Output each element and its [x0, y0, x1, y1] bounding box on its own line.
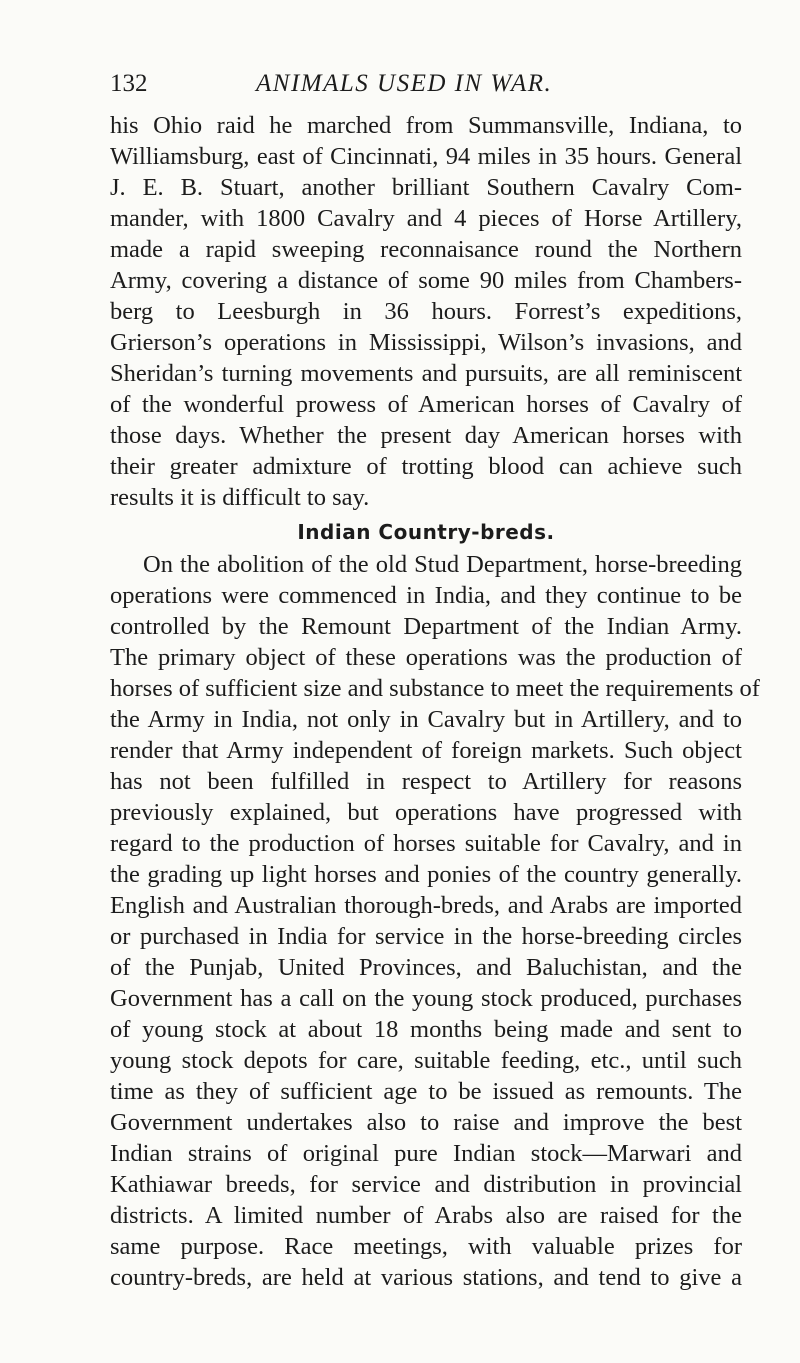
text-line: the Army in India, not only in Cavalry but in Artillery, and to — [110, 706, 742, 733]
text-line: Kathiawar breeds, for service and distribution in provincial — [110, 1171, 742, 1198]
text-line: Government undertakes also to raise and improve the best — [110, 1109, 742, 1136]
text-line: On the abolition of the old Stud Department, horse-breeding — [143, 551, 742, 578]
text-line: horses of sufficient size and substance to meet the requirements of — [110, 675, 760, 702]
text-line: Williamsburg, east of Cincinnati, 94 miles in 35 hours. General — [110, 143, 742, 170]
text-line: has not been fulfilled in respect to Artillery for reasons — [110, 768, 742, 795]
text-line: previously explained, but operations have progressed with — [110, 799, 742, 826]
text-line: controlled by the Remount Department of the Indian Army. — [110, 613, 742, 640]
text-line: Sheridan’s turning movements and pursuits, are all reminiscent — [110, 360, 742, 387]
text-line: render that Army independent of foreign markets. Such object — [110, 737, 742, 764]
text-line: of the wonderful prowess of American horses of Cavalry of — [110, 391, 742, 418]
text-line: their greater admixture of trotting blood can achieve such — [110, 453, 742, 480]
text-line: the grading up light horses and ponies of the country generally. — [110, 861, 742, 888]
text-line: mander, with 1800 Cavalry and 4 pieces of Horse Artillery, — [110, 205, 742, 232]
text-line: operations were commenced in India, and they continue to be — [110, 582, 742, 609]
text-line: of young stock at about 18 months being made and sent to — [110, 1016, 742, 1043]
text-line: Army, covering a distance of some 90 miles from Chambers- — [110, 267, 742, 294]
text-line: J. E. B. Stuart, another brilliant Southern Cavalry Com- — [110, 174, 742, 201]
text-line: Indian strains of original pure Indian stock—Marwari and — [110, 1140, 742, 1167]
text-line: of the Punjab, United Provinces, and Baluchistan, and the — [110, 954, 742, 981]
text-line: English and Australian thorough-breds, and Arabs are imported — [110, 892, 742, 919]
text-line: berg to Leesburgh in 36 hours. Forrest’s expeditions, — [110, 298, 742, 325]
text-line: regard to the production of horses suitable for Cavalry, and in — [110, 830, 742, 857]
running-title: ANIMALS USED IN WAR. — [256, 70, 553, 97]
text-line: or purchased in India for service in the horse-breeding circles — [110, 923, 742, 950]
text-line: districts. A limited number of Arabs also are raised for the — [110, 1202, 742, 1229]
text-line: country-breds, are held at various stations, and tend to give a — [110, 1264, 742, 1291]
text-line: young stock depots for care, suitable feeding, etc., until such — [110, 1047, 742, 1074]
text-line: those days. Whether the present day American horses with — [110, 422, 742, 449]
text-line: same purpose. Race meetings, with valuable prizes for — [110, 1233, 742, 1260]
text-line: time as they of sufficient age to be issued as remounts. The — [110, 1078, 742, 1105]
text-line: his Ohio raid he marched from Summansville, Indiana, to — [110, 112, 742, 139]
text-line: The primary object of these operations was the production of — [110, 644, 742, 671]
text-line: made a rapid sweeping reconnaisance round the Northern — [110, 236, 742, 263]
page-header — [110, 68, 710, 100]
page-number: 132 — [110, 70, 148, 97]
text-line: results it is difficult to say. — [110, 484, 370, 511]
section-heading: Indian Country-breds. — [297, 520, 555, 544]
text-line: Government has a call on the young stock produced, purchases — [110, 985, 742, 1012]
text-line: Grierson’s operations in Mississippi, Wilson’s invasions, and — [110, 329, 742, 356]
